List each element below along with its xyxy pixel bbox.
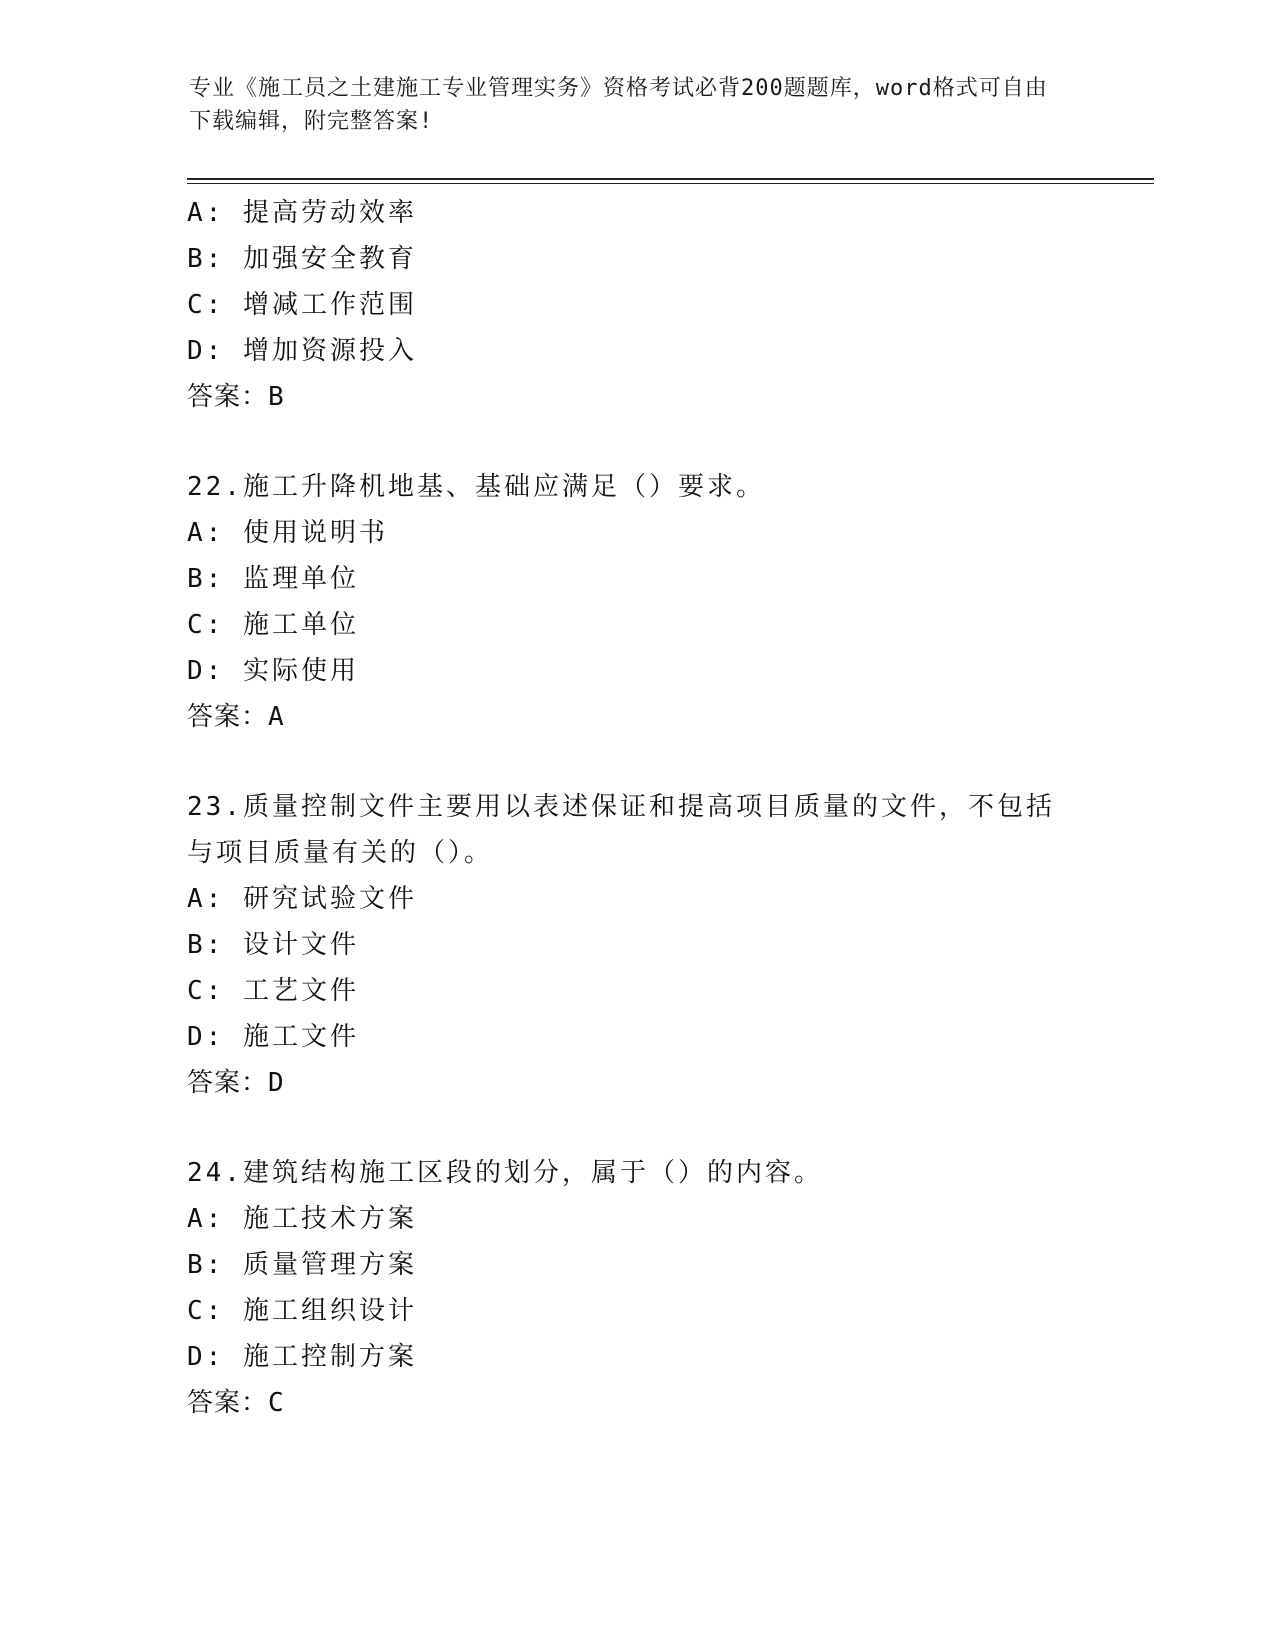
option-c: C: 工艺文件 bbox=[187, 976, 359, 1006]
option-a: A: 提高劳动效率 bbox=[187, 198, 417, 228]
option-d: D: 施工文件 bbox=[187, 1022, 359, 1052]
option-b: B: 质量管理方案 bbox=[187, 1250, 417, 1280]
option-d: D: 实际使用 bbox=[187, 656, 359, 686]
answer-line: 答案：A bbox=[187, 702, 285, 732]
option-c: C: 增减工作范围 bbox=[187, 290, 417, 320]
option-a: A: 研究试验文件 bbox=[187, 884, 417, 914]
option-c: C: 施工组织设计 bbox=[187, 1296, 417, 1326]
question-block-24 bbox=[187, 1150, 1087, 1426]
question-block-partial bbox=[187, 190, 1087, 420]
answer-line: 答案：C bbox=[187, 1388, 285, 1418]
answer-line: 答案：D bbox=[187, 1068, 285, 1098]
question-text: 22.施工升降机地基、基础应满足（）要求。 bbox=[187, 472, 765, 502]
question-block-22 bbox=[187, 464, 1087, 740]
question-block-23 bbox=[187, 784, 1087, 1106]
option-b: B: 设计文件 bbox=[187, 930, 359, 960]
document-header: 专业《施工员之土建施工专业管理实务》资格考试必背200题题库，word格式可自由下载编辑，附完整答案! bbox=[189, 76, 1048, 134]
option-d: D: 施工控制方案 bbox=[187, 1342, 417, 1372]
option-b: B: 加强安全教育 bbox=[187, 244, 417, 274]
header-divider-thick bbox=[187, 178, 1154, 180]
option-b: B: 监理单位 bbox=[187, 564, 359, 594]
answer-line: 答案：B bbox=[187, 382, 285, 412]
option-c: C: 施工单位 bbox=[187, 610, 359, 640]
question-text: 23.质量控制文件主要用以表述保证和提高项目质量的文件，不包括与项目质量有关的（）。 bbox=[187, 792, 1055, 868]
question-list bbox=[187, 190, 1087, 1426]
option-a: A: 使用说明书 bbox=[187, 518, 388, 548]
option-d: D: 增加资源投入 bbox=[187, 336, 417, 366]
option-a: A: 施工技术方案 bbox=[187, 1204, 417, 1234]
header-divider-thin bbox=[187, 183, 1154, 184]
question-text: 24.建筑结构施工区段的划分，属于（）的内容。 bbox=[187, 1158, 823, 1188]
